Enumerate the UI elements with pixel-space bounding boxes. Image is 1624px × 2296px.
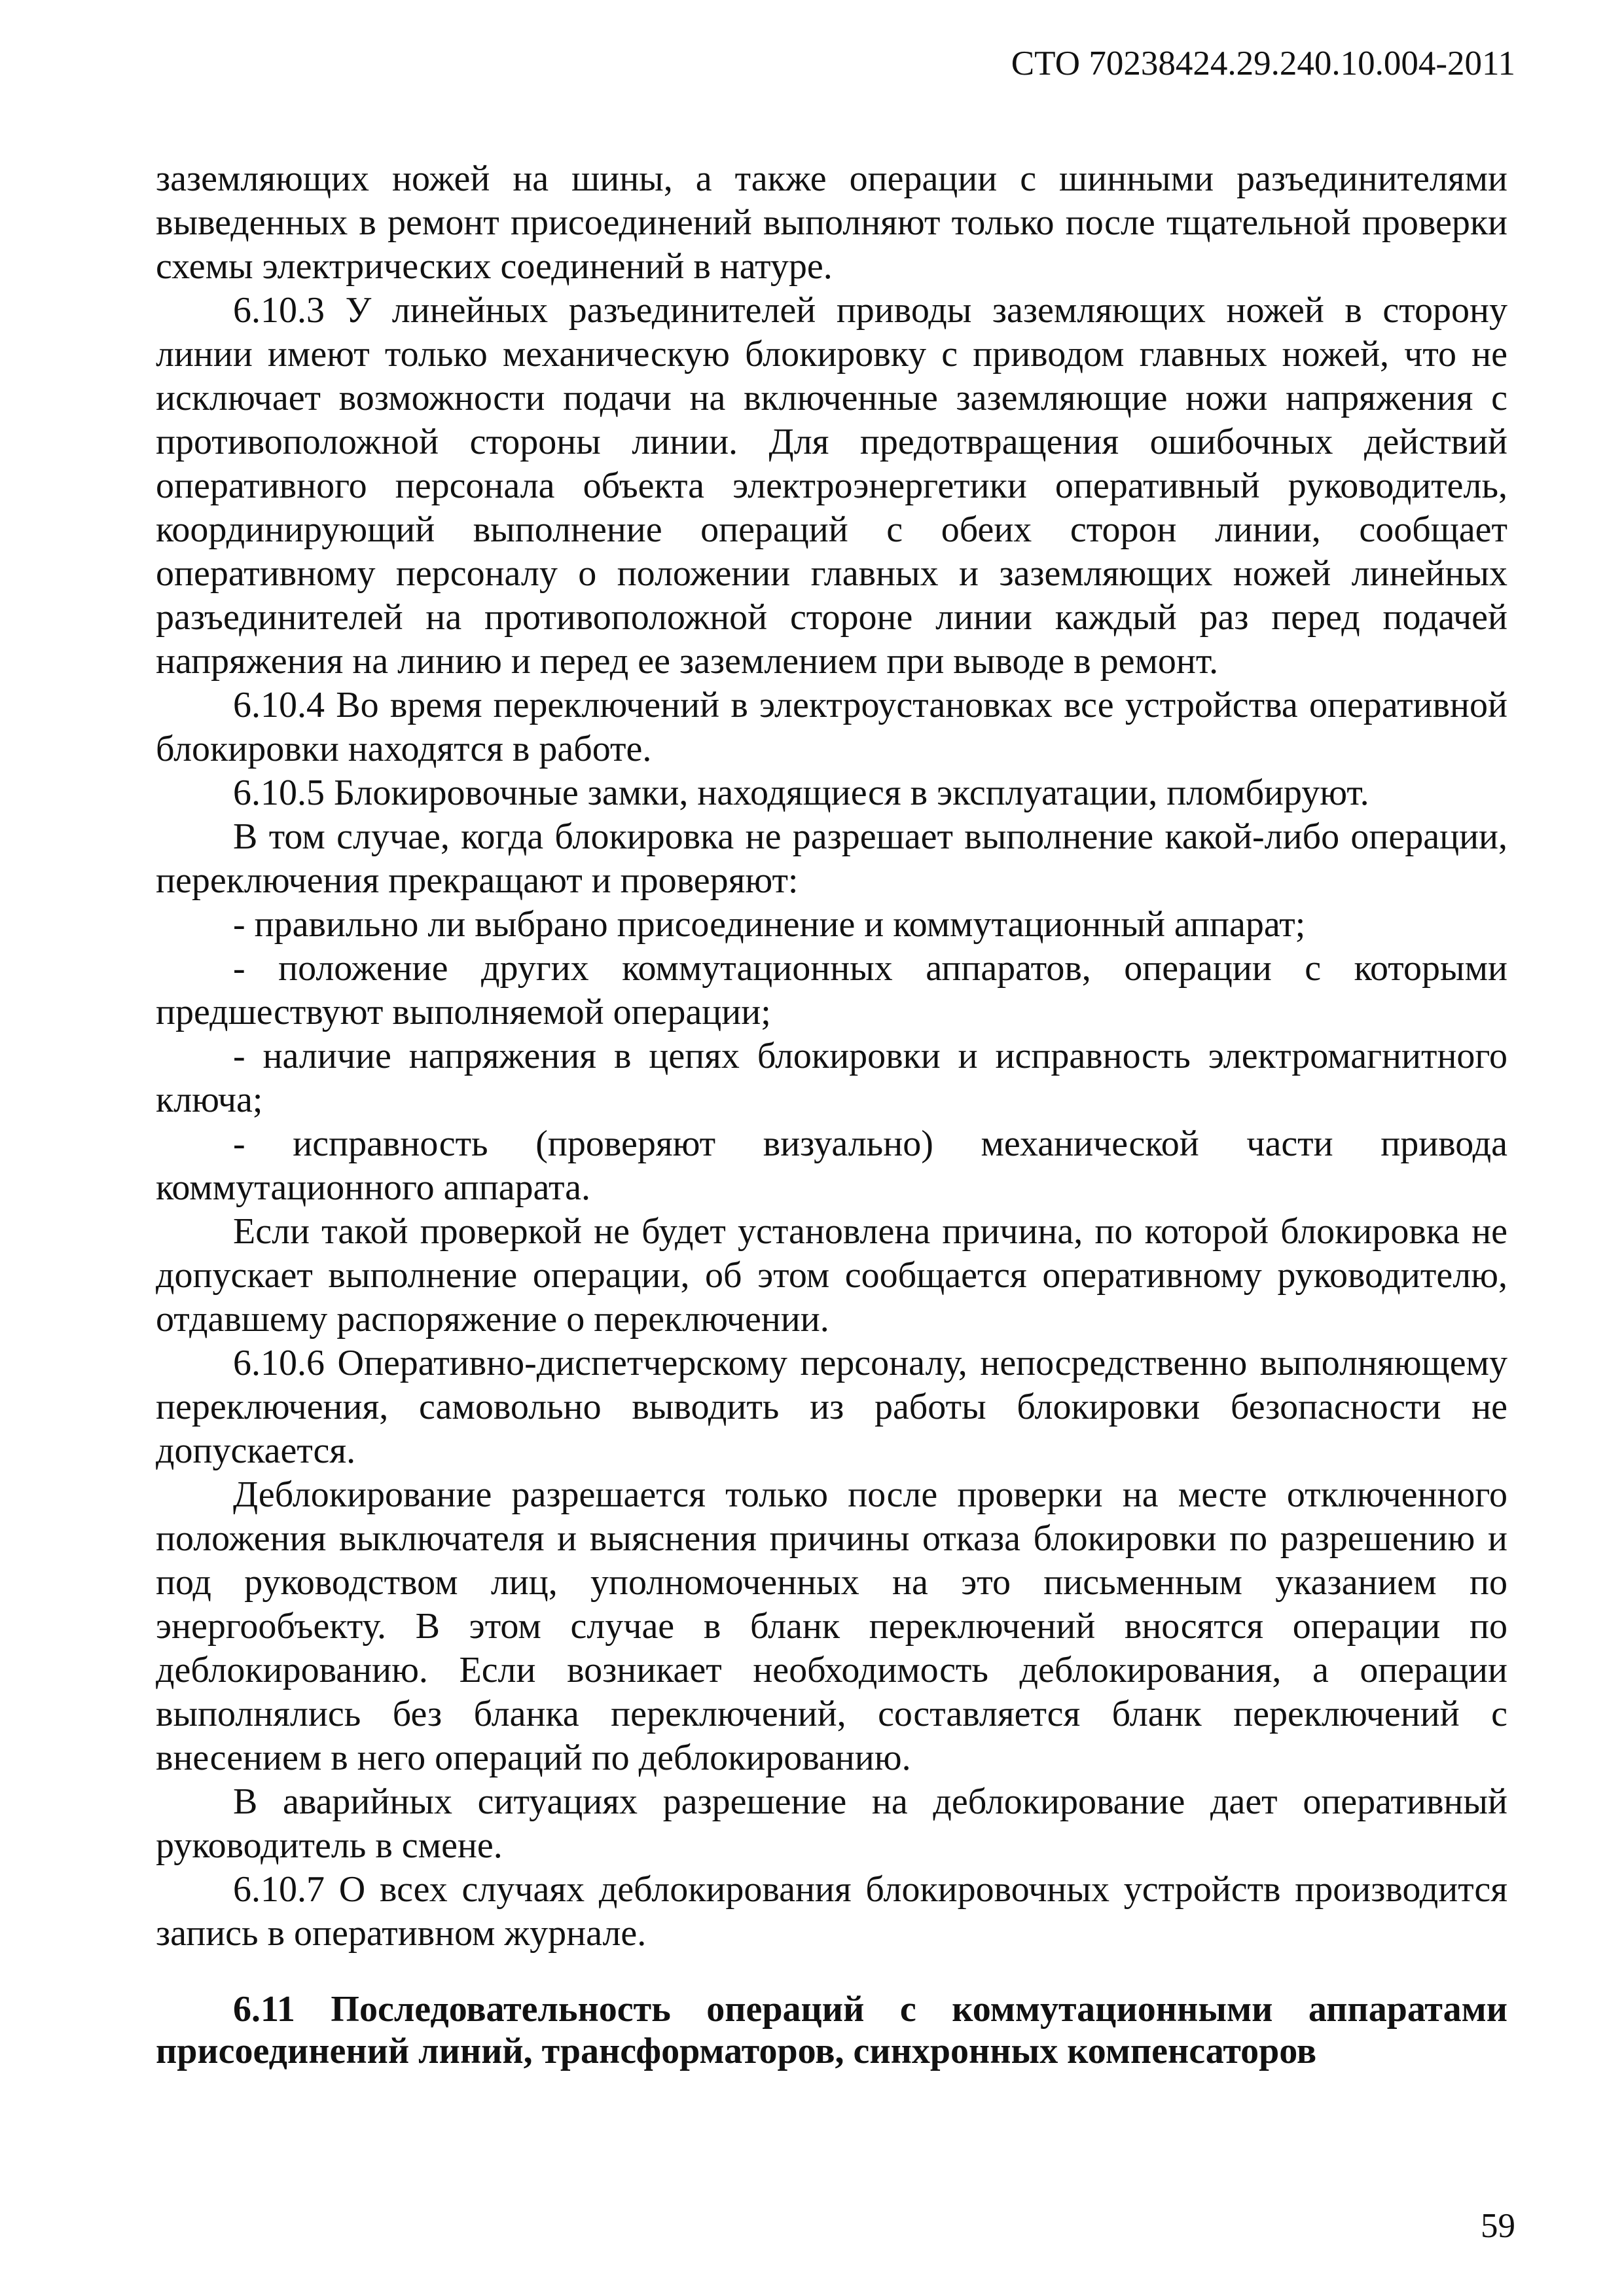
list-item-voltage-presence: - наличие напряжения в цепях блокировки и исправность электромагнитного ключа; xyxy=(156,1036,1507,1120)
paragraph-deblocking-permission: Деблокирование разрешается только после проверки на месте отключенного положения выключателя и выяснения причины отказа блокировки по разрешению и под руководством лиц, уполномоченных на это письменным указанием по энергообъекту. В этом случае в бланк переключений вносятся операции по деблокированию. Если возникает необходимость деблокирования, а операции выполнялись без бланка переключений, составляется бланк переключений с внесением в него операций по деблокированию. xyxy=(156,1474,1507,1778)
list-item-connection-check: - правильно ли выбрано присоединение и коммутационный аппарат; xyxy=(233,904,1306,945)
list-item-mechanical-part-check: - исправность (проверяют визуально) механической части привода коммутационного аппарата. xyxy=(156,1123,1507,1208)
paragraph-6-10-7: 6.10.7 О всех случаях деблокирования блокировочных устройств производится запись в оперативном журнале. xyxy=(156,1869,1507,1954)
paragraph-6-10-4: 6.10.4 Во время переключений в электроустановках все устройства оперативной блокировки находятся в работе. xyxy=(156,685,1507,769)
paragraph-6-10-3: 6.10.3 У линейных разъединителей приводы заземляющих ножей в сторону линии имеют только механическую блокировку с приводом главных ножей, что не исключает возможности подачи на включенные заземляющие ножи напряжения с противоположной стороны линии. Для предотвращения ошибочных действий оперативного персонала объекта электроэнергетики оперативный руководитель, координирующий выполнение операций с обеих сторон линии, сообщает оперативному персоналу о положении главных и заземляющих ножей линейных разъединителей на противоположной стороне линии каждый раз перед подачей напряжения на линию и перед ее заземлением при выводе в ремонт. xyxy=(156,290,1507,682)
paragraph-report-to-supervisor: Если такой проверкой не будет установлена причина, по которой блокировка не допускает выполнение операции, об этом сообщается оперативному руководителю, отдавшему распоряжение о переключении. xyxy=(156,1211,1507,1339)
paragraph-blocking-check-intro: В том случае, когда блокировка не разрешает выполнение какой-либо операции, переключения прекращают и проверяют: xyxy=(156,816,1507,901)
paragraph-continuation: заземляющих ножей на шины, а также операции с шинными разъединителями выведенных в ремонт присоединений выполняют только после тщательной проверки схемы электрических соединений в натуре. xyxy=(156,158,1507,287)
page-number: 59 xyxy=(1481,2207,1515,2245)
paragraph-6-10-6: 6.10.6 Оперативно-диспетчерскому персоналу, непосредственно выполняющему переключения, самовольно выводить из работы блокировки безопасности не допускается. xyxy=(156,1343,1507,1471)
section-heading-6-11: 6.11 Последовательность операций с коммутационными аппаратами присоединений линий, трансформаторов, синхронных компенсаторов xyxy=(156,1989,1507,2071)
list-item-other-apparatus-position: - положение других коммутационных аппаратов, операции с которыми предшествуют выполняемой операции; xyxy=(156,948,1507,1032)
paragraph-emergency-deblocking: В аварийных ситуациях разрешение на деблокирование дает оперативный руководитель в смене. xyxy=(156,1781,1507,1866)
paragraph-6-10-5: 6.10.5 Блокировочные замки, находящиеся в эксплуатации, пломбируют. xyxy=(233,773,1369,813)
document-body xyxy=(156,157,1507,2072)
document-code-header: СТО 70238424.29.240.10.004-2011 xyxy=(1011,45,1515,82)
